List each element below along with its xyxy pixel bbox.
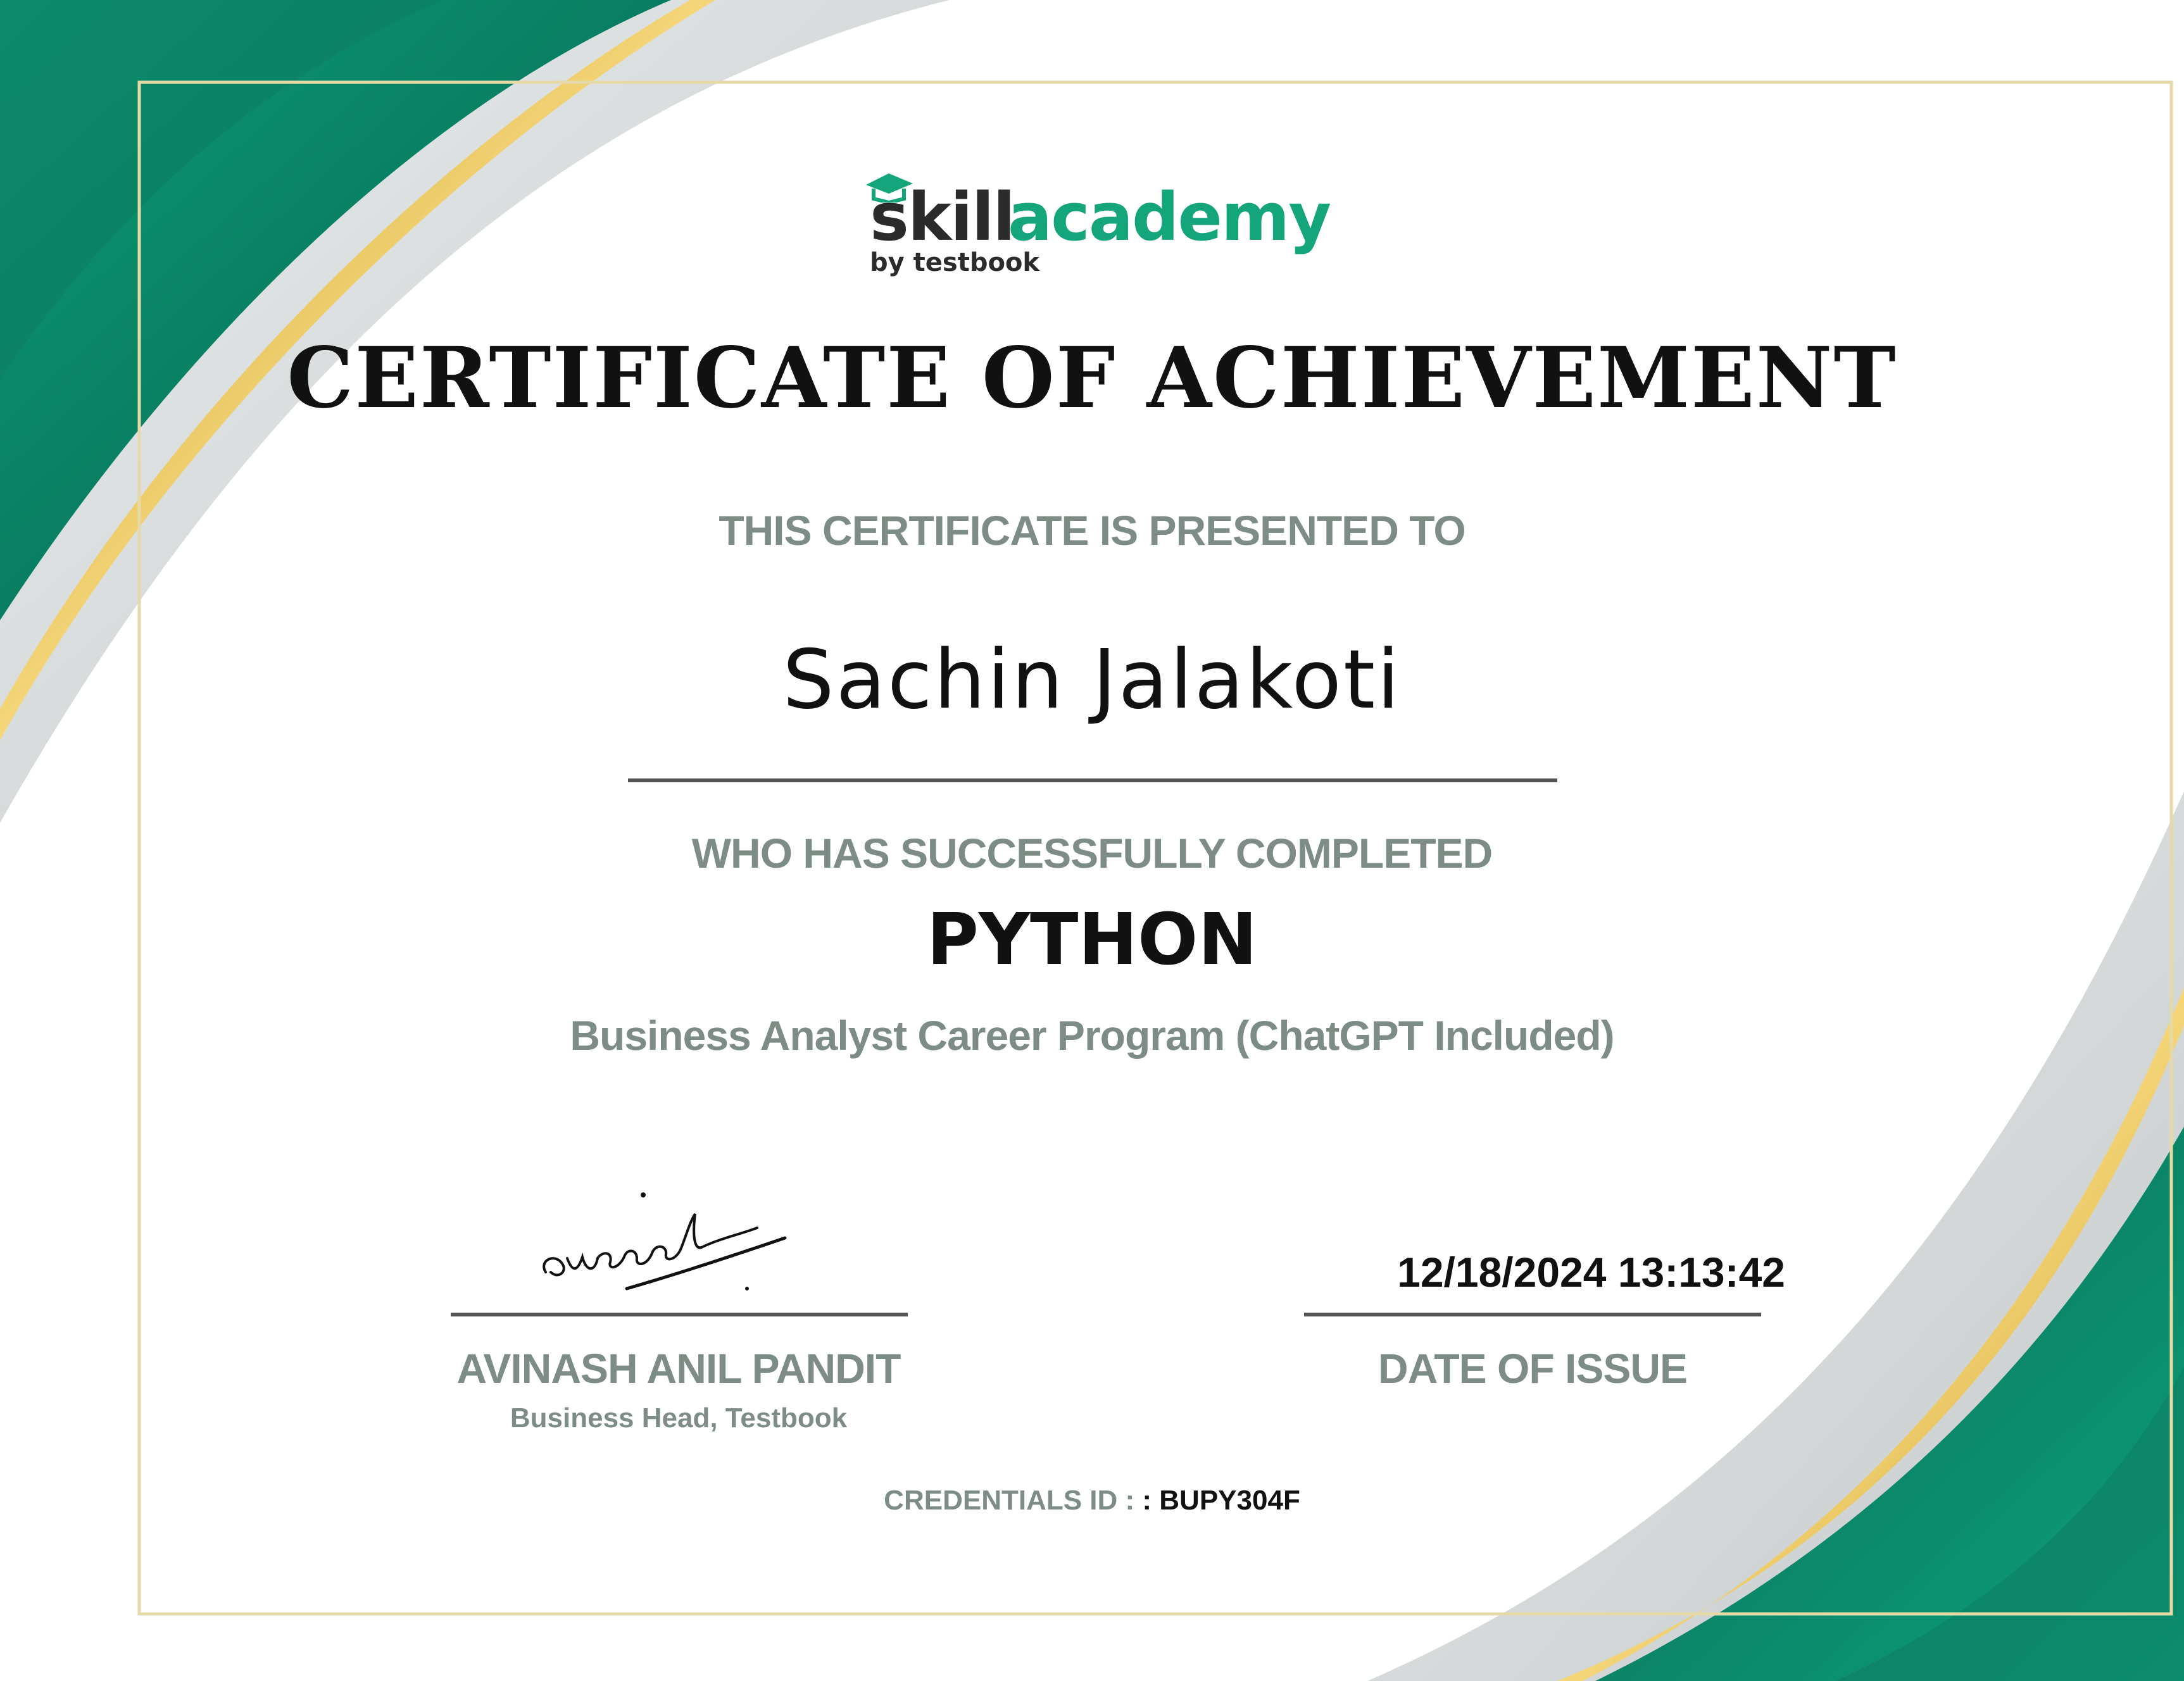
signatory-name: AVINASH ANIL PANDIT [456, 1345, 901, 1392]
credentials-id [696, 1485, 1488, 1516]
recipient-name: Sachin Jalakoti [782, 633, 1402, 727]
date-line [1304, 1313, 1761, 1316]
recipient-underline [628, 778, 1557, 782]
skill-academy-logo [861, 171, 1331, 285]
certificate-title: CERTIFICATE OF ACHIEVEMENT [287, 329, 1897, 427]
program-name: Business Analyst Career Program (ChatGPT Included) [570, 1012, 1614, 1059]
logo-tagline: by testbook [870, 248, 1040, 277]
signatory-role: Business Head, Testbook [510, 1403, 848, 1434]
presented-to-label: THIS CERTIFICATE IS PRESENTED TO [719, 507, 1465, 554]
completed-label: WHO HAS SUCCESSFULLY COMPLETED [691, 830, 1493, 877]
credentials-value: : BUPY304F [1142, 1485, 1300, 1516]
course-name: PYTHON [926, 899, 1258, 981]
logo-academy-text: academy [1008, 178, 1331, 256]
signature-line [451, 1313, 908, 1316]
credentials-label: CREDENTIALS ID : [884, 1485, 1143, 1516]
date-of-issue-label: DATE OF ISSUE [1378, 1345, 1688, 1392]
issue-date: 12/18/2024 13:13:42 [1397, 1249, 1785, 1296]
handwritten-signature [532, 1177, 810, 1304]
logo-skill-text: skill [870, 178, 1015, 256]
